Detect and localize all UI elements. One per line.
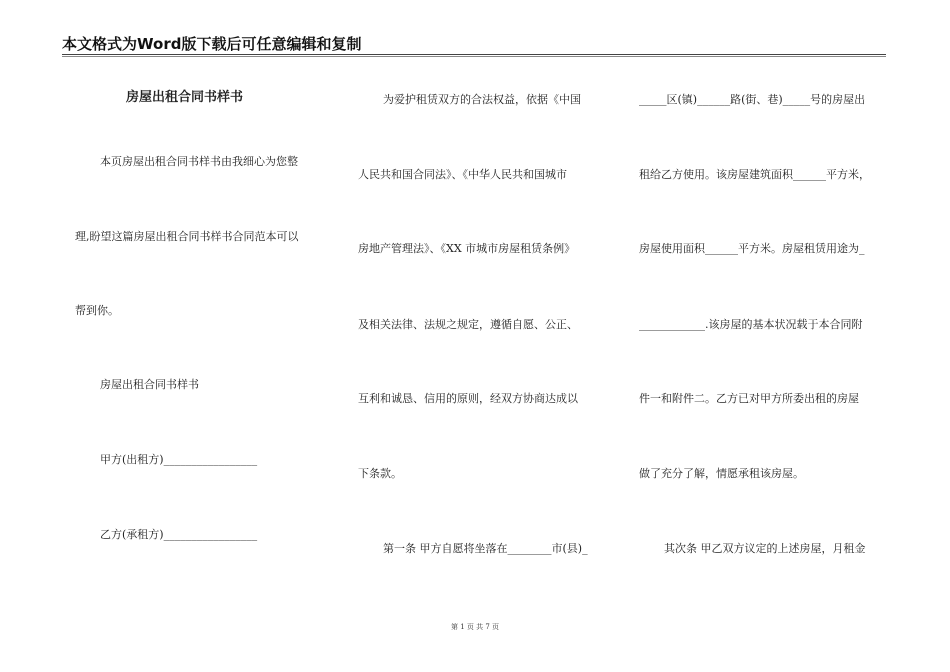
header-divider-secondary (62, 56, 886, 57)
header-divider (62, 54, 886, 55)
document-title: 房屋出租合同书样书 (126, 90, 244, 105)
paragraph-line: _____区(镇)______路(街、巷)_____号的房屋出 (639, 93, 866, 106)
section-heading: 房屋出租合同书样书 (100, 378, 199, 391)
page-number: 第 1 页 共 7 页 (450, 623, 500, 631)
paragraph-line: 租给乙方使用。该房屋建筑面积______平方米， (639, 168, 870, 181)
paragraph-line: 房屋使用面积______平方米。房屋租赁用途为_ (639, 242, 865, 255)
paragraph-line: 人民共和国合同法》、《中华人民共和国城市 (358, 168, 567, 181)
paragraph-line: 及相关法律、法规之规定，遵循自愿、公正、 (358, 318, 578, 331)
document-header: 本文格式为Word版下载后可任意编辑和复制 (62, 35, 362, 53)
party-b-line: 乙方(承租方)_________________ (100, 528, 258, 541)
paragraph-line: 理,盼望这篇房屋出租合同书样书合同范本可以 (75, 230, 299, 243)
paragraph-line: ____________.该房屋的基本状况载于本合同附 (639, 318, 863, 331)
paragraph-line: 互利和诚恳、信用的原则，经双方协商达成以 (358, 392, 578, 405)
paragraph-line: 房地产管理法》、《XX 市城市房屋租赁条例》 (358, 242, 576, 255)
clause-1-line: 第一条 甲方自愿将坐落在________市(县)_ (383, 542, 588, 555)
paragraph-line: 做了充分了解，情愿承租该房屋。 (639, 467, 804, 480)
paragraph-line: 本页房屋出租合同书样书由我细心为您整 (100, 155, 298, 168)
party-a-line: 甲方(出租方)_________________ (100, 453, 258, 466)
paragraph-line: 下条款。 (358, 467, 402, 480)
paragraph-line: 件一和附件二。乙方已对甲方所委出租的房屋 (639, 392, 859, 405)
paragraph-line: 为爱护租赁双方的合法权益，依据《中国 (383, 93, 581, 106)
clause-2-line: 其次条 甲乙双方议定的上述房屋，月租金 (664, 542, 866, 555)
paragraph-line: 帮到你。 (75, 304, 119, 317)
